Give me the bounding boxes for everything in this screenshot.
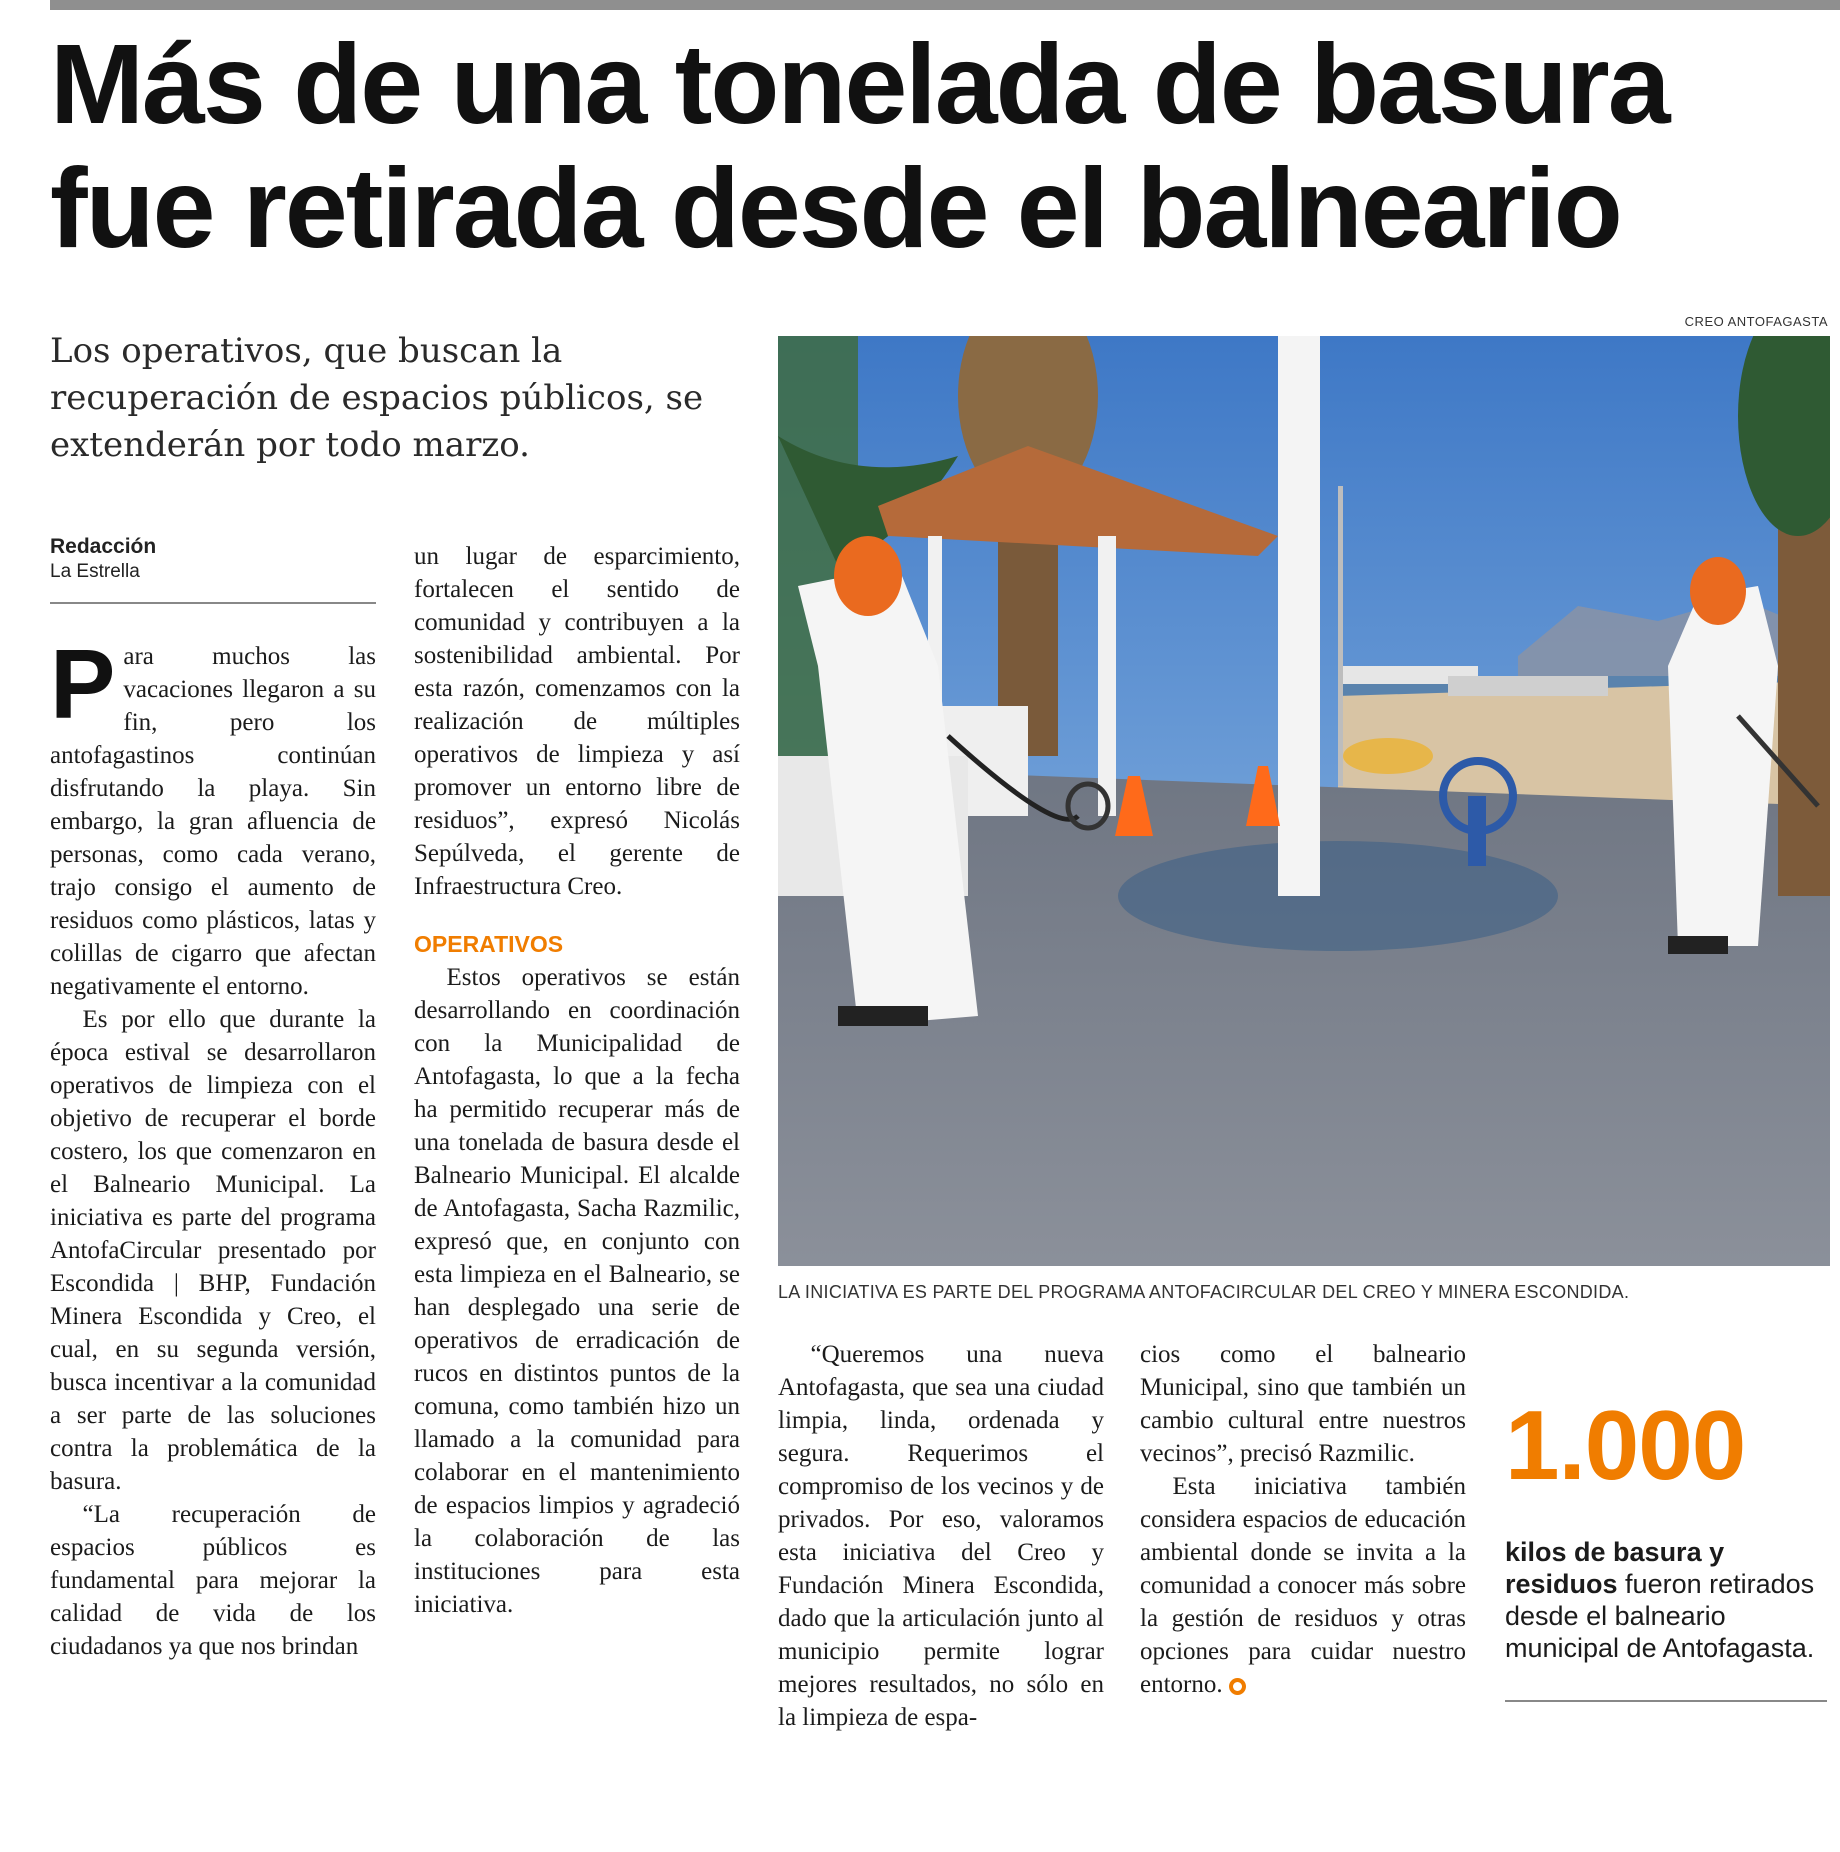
end-mark-icon: [1229, 1678, 1246, 1695]
stat-description-bold: kilos de basura y residuos: [1505, 1537, 1725, 1599]
article-paragraph-1-text: ara muchos las vacaciones llegaron a su fin, pero los antofagastinos continúan disfrutando la playa. Sin embargo, la gran afluencia de personas, como cada verano, trajo consigo el aumento de residuos como plásticos, latas y colillas de cigarro que afectan negativamente el entorno.: [50, 643, 376, 1000]
byline-author: Redacción: [50, 535, 157, 558]
article-paragraph-4: Estos operativos se están desarrollando en coordinación con la Municipalidad de Antofagasta, lo que a la fecha ha permitido recuperar más de una tonelada de basura desde el Balneario Municipal. El alcalde de Antofagasta, Sacha Razmilic, expresó que, en conjunto con esta limpieza en el Balneario, se han desplegado una serie de operativos de erradicación de rucos en distintos puntos de la comuna, como también hizo un llamado a la comunidad para colaborar en el mantenimiento de espacios limpios y agradeció la colaboración de las instituciones para esta iniciativa.: [414, 964, 740, 1618]
byline: [50, 534, 375, 584]
stat-description: [1505, 1536, 1825, 1664]
subheadline: Los operativos, que buscan la recuperación de espacios públicos, se extenderán por todo marzo.: [50, 331, 704, 465]
photo-caption: LA INICIATIVA ES PARTE DEL PROGRAMA ANTOFACIRCULAR DEL CREO Y MINERA ESCONDIDA.: [778, 1282, 1630, 1302]
article-paragraph-3-start: “La recuperación de espacios públicos es fundamental para mejorar la calidad de vida de los ciudadanos ya que nos brindan: [50, 1501, 376, 1660]
article-paragraph-5-start: “Queremos una nueva Antofagasta, que sea una ciudad limpia, linda, ordenada y segura. Requerimos el compromiso de los vecinos y de privados. Por eso, valoramos esta iniciativa del Creo y Fundación Minera Escondida, dado que la articulación junto al municipio permite lograr mejores resultados, no sólo en la limpieza de espa-: [778, 1341, 1104, 1731]
article-column-3: [778, 1338, 1104, 1734]
article-paragraph-3-end: un lugar de esparcimiento, fortalecen el sentido de comunidad y contribuyen a la sostenibilidad ambiental. Por esta razón, comenzamos con la realización de múltiples operativos de limpieza y así promover un entorno libre de residuos”, expresó Nicolás Sepúlveda, el gerente de Infraestructura Creo.: [414, 543, 740, 900]
beach-cleanup-photo: [778, 336, 1830, 1266]
article-column-1: [50, 629, 376, 1663]
article-paragraph-6-text: Esta iniciativa también considera espacios de educación ambiental donde se invita a la comunidad a conocer más sobre la gestión de residuos y otras opciones para cuidar nuestro entorno.: [1140, 1473, 1466, 1698]
article-paragraph-2: Es por ello que durante la época estival se desarrollaron operativos de limpieza con el objetivo de recuperar el borde costero, los que comenzaron en el Balneario Municipal. La iniciativa es parte del programa AntofaCircular presentado por Escondida | BHP, Fundación Minera Escondida y Creo, el cual, en su segunda versión, busca incentivar a la comunidad a ser parte de las soluciones contra la problemática de la basura.: [50, 1006, 376, 1495]
article-paragraph-1: [50, 629, 376, 1003]
article-column-2: [414, 540, 740, 1621]
drop-cap: P: [50, 629, 116, 739]
article-paragraph-5-end: cios como el balneario Municipal, sino que también un cambio cultural entre nuestros vecinos”, precisó Razmilic.: [1140, 1341, 1466, 1467]
stat-description-rest: fueron retirados desde el balneario municipal de Antofagasta.: [1505, 1569, 1815, 1663]
photo-credit: CREO ANTOFAGASTA: [1684, 314, 1828, 329]
stat-number: 1.000: [1505, 1390, 1746, 1500]
byline-divider: [50, 602, 376, 604]
article-column-4: [1140, 1338, 1466, 1701]
section-heading: OPERATIVOS: [414, 931, 564, 957]
article-paragraph-6: [1140, 1470, 1466, 1701]
top-bar: [50, 0, 1840, 10]
article-photo: [778, 336, 1830, 1266]
byline-publication: La Estrella: [50, 561, 140, 582]
stat-divider: [1505, 1700, 1827, 1702]
headline: Más de una tonelada de basura fue retirada desde el balneario: [50, 21, 1669, 271]
